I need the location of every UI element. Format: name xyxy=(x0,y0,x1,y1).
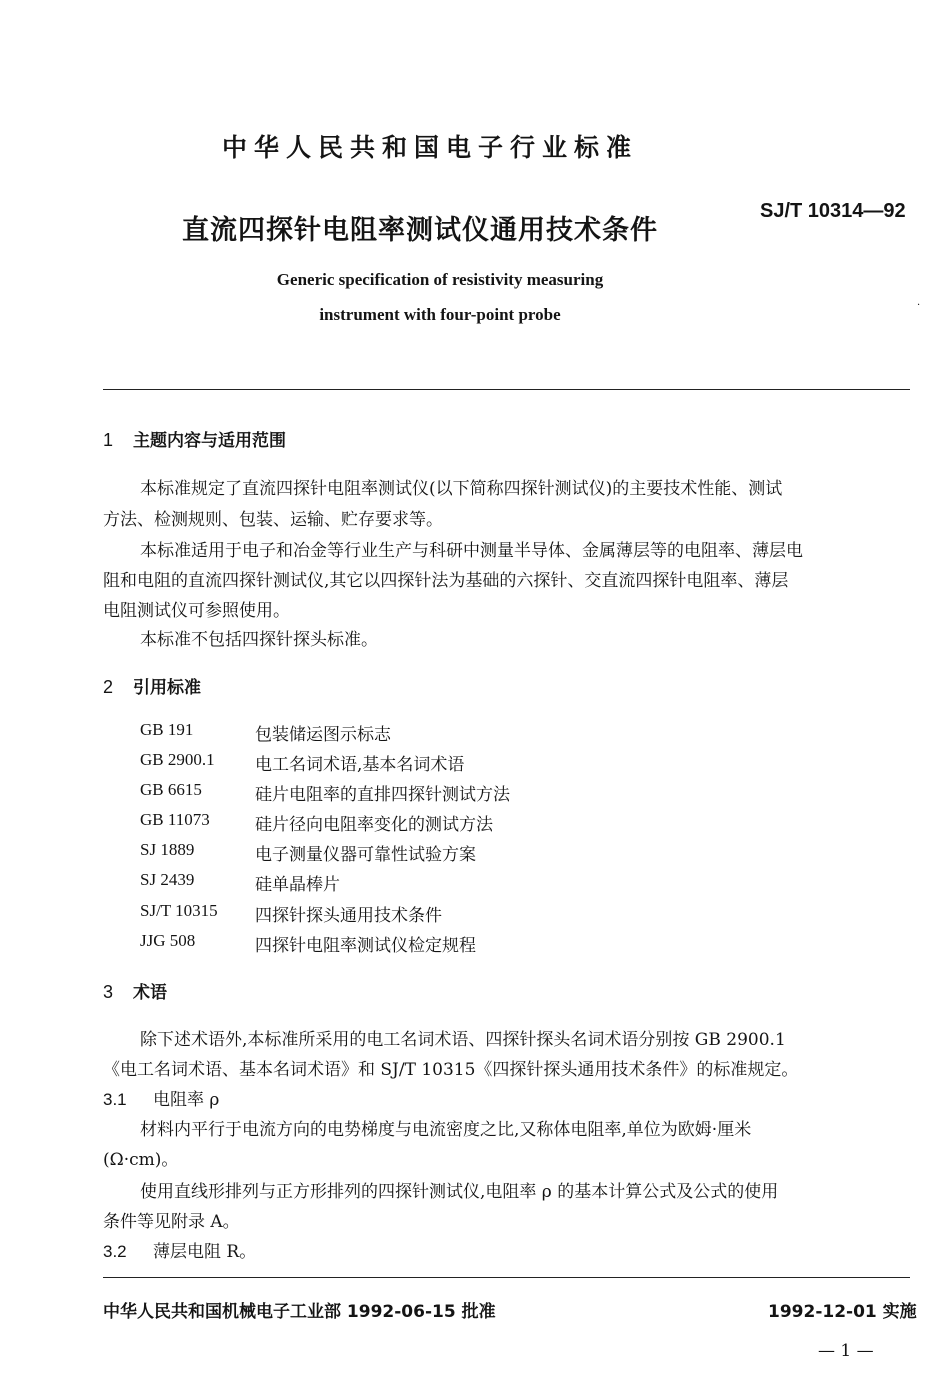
section-3-heading xyxy=(103,978,167,1003)
document-title: 直流四探针电阻率测试仪通用技术条件 xyxy=(182,215,658,246)
section-3-p1-line2: 《电工名词术语、基本名词术语》和 SJ/T 10315《四探针探头通用技术条件》的标准规定。 xyxy=(103,1060,799,1080)
header-divider xyxy=(103,389,910,390)
ref-title: 电工名词术语,基本名词术语 xyxy=(255,755,465,775)
ref-title: 硅片径向电阻率变化的测试方法 xyxy=(255,815,493,835)
section-1-p3: 本标准不包括四探针探头标准。 xyxy=(140,630,378,650)
english-title-line2: instrument with four-point probe xyxy=(319,305,561,324)
section-1-p2-line1: 本标准适用于电子和冶金等行业生产与科研中测量半导体、金属薄层等的电阻率、薄层电 xyxy=(140,541,803,561)
ref-title: 四探针探头通用技术条件 xyxy=(255,906,442,926)
ref-title: 电子测量仪器可靠性试验方案 xyxy=(255,845,476,865)
section-2-heading xyxy=(103,673,201,698)
section-1-p1-line2: 方法、检测规则、包装、运输、贮存要求等。 xyxy=(103,510,443,530)
ref-code: SJ 2439 xyxy=(140,870,195,889)
ref-code: GB 6615 xyxy=(140,780,202,799)
subsection-3-1-p2-line2: 条件等见附录 A。 xyxy=(103,1212,240,1232)
section-3-p1-line1: 除下述术语外,本标准所采用的电工名词术语、四探针探头名词术语分别按 GB 2900.1 xyxy=(140,1030,786,1050)
ref-title: 四探针电阻率测试仪检定规程 xyxy=(255,936,476,956)
english-title-line1: Generic specification of resistivity measuring xyxy=(276,270,604,289)
section-1-p1-line1: 本标准规定了直流四探针电阻率测试仪(以下简称四探针测试仪)的主要技术性能、测试 xyxy=(140,479,783,499)
subsection-3-1-p2-line1: 使用直线形排列与正方形排列的四探针测试仪,电阻率 ρ 的基本计算公式及公式的使用 xyxy=(140,1182,779,1202)
ref-code: GB 191 xyxy=(140,720,194,739)
subsection-3-1-p1-line2: (Ω·cm)。 xyxy=(103,1150,179,1170)
section-3-number: 3 xyxy=(103,982,114,1002)
ref-code: GB 2900.1 xyxy=(140,750,215,769)
section-1-heading xyxy=(103,426,286,451)
section-1-title: 主题内容与适用范围 xyxy=(133,431,286,451)
document-code: SJ/T 10314—92 xyxy=(760,200,906,222)
subsection-3-1-number: 3.1 xyxy=(103,1090,127,1109)
ref-code: SJ 1889 xyxy=(140,840,195,859)
subsection-3-2-number: 3.2 xyxy=(103,1242,127,1261)
subsection-3-2-title: 薄层电阻 R。 xyxy=(153,1242,257,1262)
section-3-title: 术语 xyxy=(133,983,167,1003)
effective-date: 1992-12-01 实施 xyxy=(768,1302,917,1322)
ref-code: JJG 508 xyxy=(140,931,196,950)
ref-code: SJ/T 10315 xyxy=(140,901,218,920)
section-1-p2-line3: 电阻测试仪可参照使用。 xyxy=(103,601,290,621)
subsection-3-2-heading xyxy=(103,1237,256,1262)
section-2-number: 2 xyxy=(103,677,114,697)
ref-title: 硅片电阻率的直排四探针测试方法 xyxy=(255,785,510,805)
standard-category-title: 中华人民共和国电子行业标准 xyxy=(221,133,638,162)
ref-title: 包装储运图示标志 xyxy=(255,725,391,745)
speck-mark: · xyxy=(917,300,921,311)
subsection-3-1-p1-line1: 材料内平行于电流方向的电势梯度与电流密度之比,又称体电阻率,单位为欧姆·厘米 xyxy=(140,1120,752,1140)
ref-title: 硅单晶棒片 xyxy=(255,875,340,895)
ref-code: GB 11073 xyxy=(140,810,210,829)
section-2-title: 引用标准 xyxy=(133,678,201,698)
approval-line: 中华人民共和国机械电子工业部 1992-06-15 批准 xyxy=(103,1302,496,1322)
footer-divider xyxy=(103,1277,910,1278)
section-1-p2-line2: 阻和电阻的直流四探针测试仪,其它以四探针法为基础的六探针、交直流四探针电阻率、薄层 xyxy=(103,571,789,591)
page-number: — 1 — xyxy=(818,1341,874,1361)
subsection-3-1-title: 电阻率 ρ xyxy=(153,1090,220,1110)
section-1-number: 1 xyxy=(103,430,114,450)
subsection-3-1-heading xyxy=(103,1085,219,1110)
